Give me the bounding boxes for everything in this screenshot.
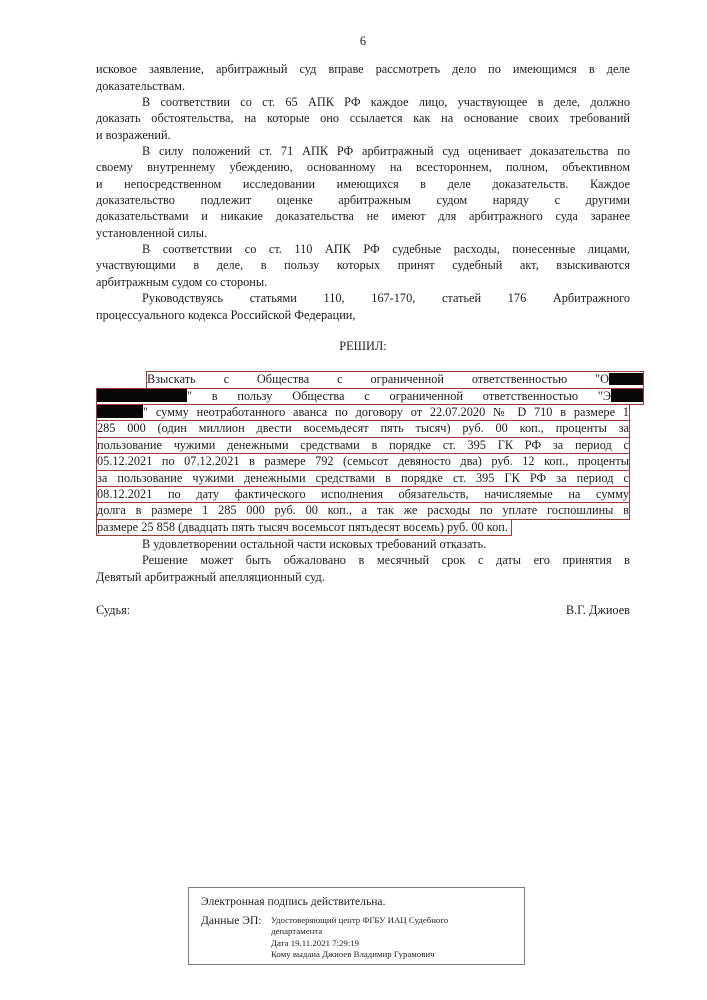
paragraph [96,290,630,323]
text-line: участвующими в деле, в пользу которых принят судебный акт, взыскиваются [96,258,630,273]
stamp-valid-text: Электронная подпись действительна. [201,895,386,908]
resolution-line: размере 25 858 (двадцать пять тысяч восемьсот пятьдесят восемь) руб. 00 коп. [96,519,512,536]
paragraph [96,143,630,241]
page-number: 6 [359,34,367,48]
resolution-line: 08.12.2021 по дату фактического исполнения обязательств, начисляемые на сумму [96,486,630,503]
text-line: арбитражным судом со стороны. [96,274,268,289]
text-line: доказательство подлежит оценке арбитражным судом наряду с другими [96,193,630,208]
stamp-data-label: Данные ЭП: [201,914,262,927]
redaction-bar [97,389,187,402]
text-line: Руководствуясь статьями 110, 167-170, статьей 176 Арбитражного [142,291,630,306]
text-line: процессуального кодекса Российской Федерации, [96,307,356,322]
judge-name: В.Г. Джиоев [565,603,630,618]
resolution-line: " в пользу Общества с ограниченной ответственностью "Э [96,388,644,405]
judge-row [96,602,630,618]
resolution-line: 285 000 (один миллион двести восемьдесят пять тысяч) руб. 00 коп., проценты за [96,420,630,437]
resolution-line: долга в размере 1 285 000 руб. 00 коп., а так же расходы по уплате госпошлины в [96,502,630,519]
resolution-heading: РЕШИЛ: [339,338,387,353]
text-line: своему внутреннему убеждению, основанному на всестороннем, полном, объективном [96,160,630,175]
resolution-block [96,371,630,536]
document-body [96,33,630,618]
text-line: В удовлетворении остальной части исковых требований отказать. [142,537,487,552]
resolution-line: пользование чужими денежными средствами в порядке ст. 395 ГК РФ за период с [96,437,630,454]
text-line: В соответствии со ст. 65 АПК РФ каждое лицо, участвующее в деле, должно [142,95,630,110]
resolution-line: " сумму неотработанного аванса по договору от 22.07.2020 № D 710 в размере 1 [96,404,630,421]
signature-stamp [188,887,525,965]
text-line: исковое заявление, арбитражный суд вправе рассмотреть дело по имеющимся в деле [96,62,630,77]
paragraph [96,552,630,585]
resolution-line: за пользование чужими денежными средствами в порядке ст. 395 ГК РФ за период с [96,470,630,487]
stamp-details [271,915,483,961]
text-line: доказательствам. [96,78,186,93]
stamp-detail-line: Удостоверяющий центр ФГБУ ИАЦ Судебного департамента [271,915,449,937]
text-line: доказать обстоятельства, на которые оно ссылается как на основание своих требований [96,111,630,126]
stamp-detail-line: Дата 19.11.2021 7:29:19 [271,937,360,948]
stamp-detail-line: Кому выдана Джиоев Владимир Гурамович [271,949,435,960]
text-line: и непосредственном исследовании имеющихся в деле доказательств. Каждое [96,176,630,191]
text-line: Девятый арбитражный апелляционный суд. [96,569,325,584]
resolution-line: 05.12.2021 по 07.12.2021 в размере 792 (семьсот девяносто два) руб. 12 коп., проценты [96,453,630,470]
resolution-line: Взыскать с Общества с ограниченной ответственностью "О [146,371,644,388]
judge-label: Судья: [96,603,131,618]
paragraph [96,61,630,94]
text-line: и возражений. [96,127,171,142]
text-line: доказательствами и никакие доказательства не имеют для арбитражного суда заранее [96,209,630,224]
text-line: В соответствии со ст. 110 АПК РФ судебные расходы, понесенные лицами, [142,242,630,257]
paragraph [96,536,630,552]
redaction-bar [609,373,643,386]
redaction-bar [97,405,143,418]
stamp-data-row [201,915,518,961]
paragraph [96,94,630,143]
paragraph [96,241,630,290]
text-line: Решение может быть обжаловано в месячный срок с даты его принятия в [142,553,630,568]
redaction-bar [611,389,643,402]
text-line: В силу положений ст. 71 АПК РФ арбитражный суд оценивает доказательства по [142,144,630,159]
paragraphs-top [96,61,630,323]
paragraphs-bottom [96,536,630,585]
text-line: установленной силы. [96,225,208,240]
